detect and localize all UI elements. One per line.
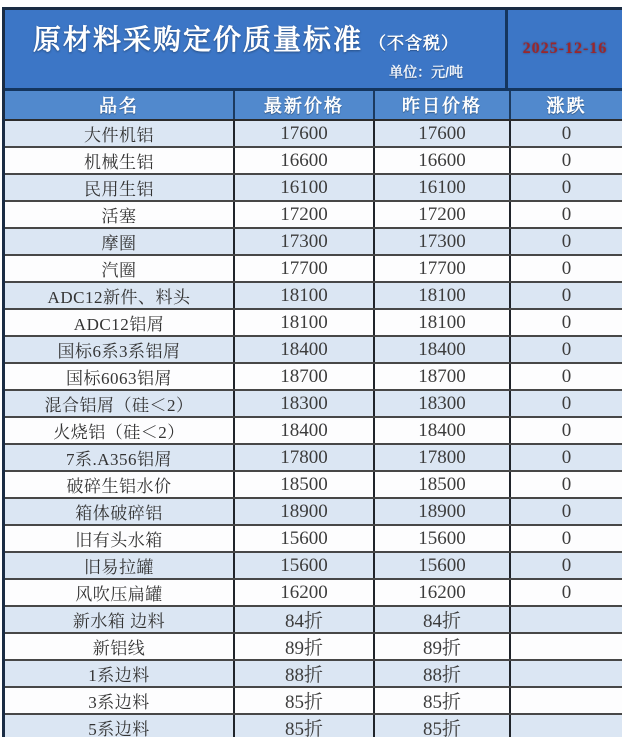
table-row (5, 310, 622, 337)
yesterday-price: 18700 (375, 364, 511, 389)
change-value (511, 661, 622, 686)
change-value: 0 (511, 148, 622, 173)
change-value: 0 (511, 283, 622, 308)
product-name: 火烧铝（硅＜2） (5, 418, 235, 443)
latest-price: 18500 (235, 472, 375, 497)
product-name: 1系边料 (5, 661, 235, 686)
table-row (5, 661, 622, 688)
change-value: 0 (511, 472, 622, 497)
product-name: 混合铝屑（硅＜2） (5, 391, 235, 416)
latest-price: 17300 (235, 229, 375, 254)
table-row (5, 526, 622, 553)
latest-price: 18400 (235, 337, 375, 362)
yesterday-price: 88折 (375, 661, 511, 686)
page-title: 原材料采购定价质量标准 (33, 24, 364, 55)
title-cell (5, 10, 508, 88)
latest-price: 16100 (235, 175, 375, 200)
latest-price: 84折 (235, 607, 375, 632)
latest-price: 85折 (235, 715, 375, 737)
change-value: 0 (511, 499, 622, 524)
table-row (5, 256, 622, 283)
product-name: 破碎生铝水价 (5, 472, 235, 497)
product-name: 民用生铝 (5, 175, 235, 200)
yesterday-price: 85折 (375, 715, 511, 737)
header-product-name: 品名 (5, 91, 235, 119)
product-name: ADC12新件、料头 (5, 283, 235, 308)
product-name: 旧有头水箱 (5, 526, 235, 551)
change-value (511, 634, 622, 659)
table-row (5, 202, 622, 229)
latest-price: 18100 (235, 283, 375, 308)
latest-price: 18400 (235, 418, 375, 443)
header-change: 涨跌 (511, 91, 622, 119)
product-name: 新水箱 边料 (5, 607, 235, 632)
yesterday-price: 15600 (375, 526, 511, 551)
change-value: 0 (511, 418, 622, 443)
product-name: 5系边料 (5, 715, 235, 737)
yesterday-price: 18100 (375, 310, 511, 335)
table-row (5, 472, 622, 499)
table-row (5, 607, 622, 634)
column-header-row (5, 91, 622, 121)
product-name: 箱体破碎铝 (5, 499, 235, 524)
change-value: 0 (511, 580, 622, 605)
change-value (511, 715, 622, 737)
product-name: 3系边料 (5, 688, 235, 713)
yesterday-price: 16600 (375, 148, 511, 173)
table-row (5, 688, 622, 715)
table-row (5, 364, 622, 391)
product-name: 旧易拉罐 (5, 553, 235, 578)
table-row (5, 499, 622, 526)
title-line (33, 18, 505, 58)
product-name: 摩圈 (5, 229, 235, 254)
table-row (5, 337, 622, 364)
latest-price: 17700 (235, 256, 375, 281)
change-value: 0 (511, 445, 622, 470)
product-name: 汽圈 (5, 256, 235, 281)
unit-label: 单位：元/吨 (389, 64, 463, 80)
yesterday-price: 17300 (375, 229, 511, 254)
table-body (5, 121, 622, 737)
table-row (5, 553, 622, 580)
tax-note: （不含税） (369, 34, 460, 53)
yesterday-price: 84折 (375, 607, 511, 632)
change-value: 0 (511, 121, 622, 146)
yesterday-price: 18400 (375, 418, 511, 443)
price-table (2, 7, 622, 737)
yesterday-price: 15600 (375, 553, 511, 578)
yesterday-price: 18100 (375, 283, 511, 308)
table-row (5, 283, 622, 310)
yesterday-price: 18300 (375, 391, 511, 416)
latest-price: 15600 (235, 553, 375, 578)
yesterday-price: 17600 (375, 121, 511, 146)
change-value (511, 607, 622, 632)
latest-price: 88折 (235, 661, 375, 686)
change-value: 0 (511, 310, 622, 335)
latest-price: 17600 (235, 121, 375, 146)
latest-price: 17800 (235, 445, 375, 470)
change-value: 0 (511, 337, 622, 362)
table-row (5, 580, 622, 607)
yesterday-price: 18400 (375, 337, 511, 362)
yesterday-price: 17800 (375, 445, 511, 470)
product-name: 7系.A356铝屑 (5, 445, 235, 470)
latest-price: 18900 (235, 499, 375, 524)
change-value: 0 (511, 256, 622, 281)
table-row (5, 175, 622, 202)
change-value: 0 (511, 202, 622, 227)
header-latest-price: 最新价格 (235, 91, 375, 119)
product-name: 国标6063铝屑 (5, 364, 235, 389)
yesterday-price: 18500 (375, 472, 511, 497)
product-name: 新铝线 (5, 634, 235, 659)
yesterday-price: 17700 (375, 256, 511, 281)
table-row (5, 229, 622, 256)
product-name: 活塞 (5, 202, 235, 227)
product-name: 风吹压扁罐 (5, 580, 235, 605)
latest-price: 89折 (235, 634, 375, 659)
latest-price: 15600 (235, 526, 375, 551)
change-value: 0 (511, 229, 622, 254)
yesterday-price: 89折 (375, 634, 511, 659)
yesterday-price: 85折 (375, 688, 511, 713)
change-value: 0 (511, 364, 622, 389)
yesterday-price: 16200 (375, 580, 511, 605)
title-banner (5, 10, 622, 91)
change-value: 0 (511, 391, 622, 416)
header-yesterday-price: 昨日价格 (375, 91, 511, 119)
change-value: 0 (511, 553, 622, 578)
product-name: 机械生铝 (5, 148, 235, 173)
table-row (5, 391, 622, 418)
table-row (5, 715, 622, 737)
table-row (5, 148, 622, 175)
date-stamp: 2025-12-16 (508, 10, 622, 88)
change-value (511, 688, 622, 713)
yesterday-price: 16100 (375, 175, 511, 200)
latest-price: 16200 (235, 580, 375, 605)
latest-price: 18300 (235, 391, 375, 416)
latest-price: 85折 (235, 688, 375, 713)
table-row (5, 418, 622, 445)
latest-price: 16600 (235, 148, 375, 173)
product-name: 大件机铝 (5, 121, 235, 146)
table-row (5, 121, 622, 148)
table-row (5, 445, 622, 472)
yesterday-price: 18900 (375, 499, 511, 524)
latest-price: 18100 (235, 310, 375, 335)
product-name: 国标6系3系铝屑 (5, 337, 235, 362)
change-value: 0 (511, 175, 622, 200)
table-row (5, 634, 622, 661)
yesterday-price: 17200 (375, 202, 511, 227)
latest-price: 18700 (235, 364, 375, 389)
product-name: ADC12铝屑 (5, 310, 235, 335)
change-value: 0 (511, 526, 622, 551)
latest-price: 17200 (235, 202, 375, 227)
